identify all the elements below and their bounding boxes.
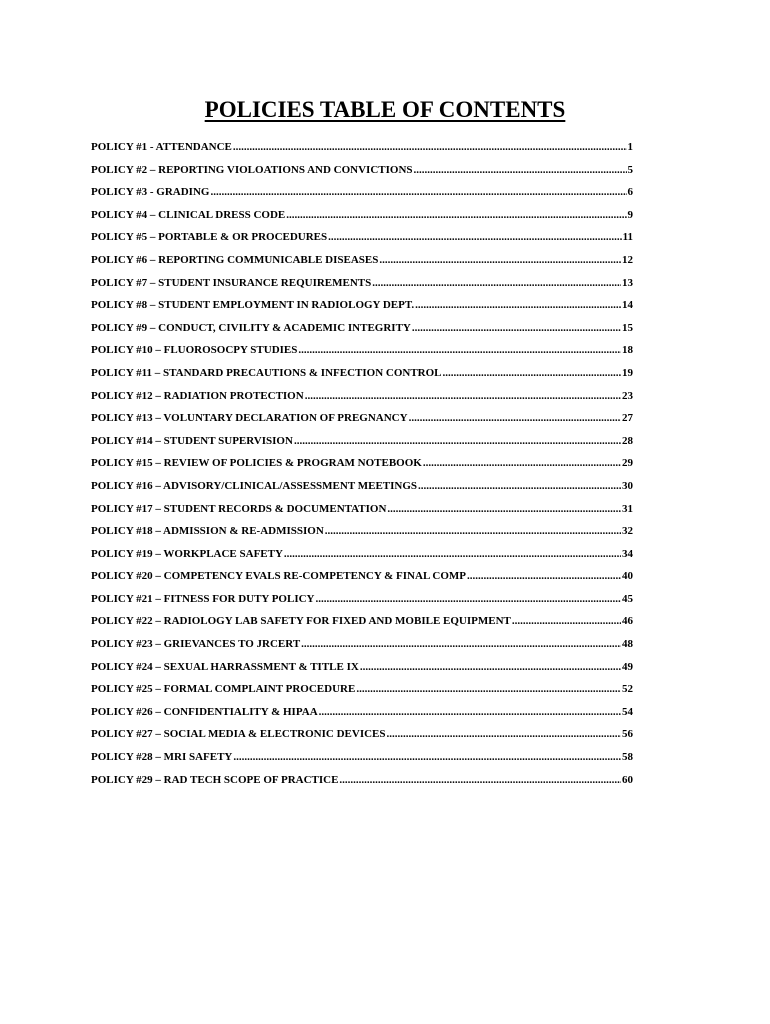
dot-leader — [512, 610, 621, 633]
toc-entry-label: POLICY #12 – RADIATION PROTECTION — [91, 389, 304, 402]
dot-leader — [233, 746, 621, 769]
toc-entry-label: POLICY #6 – REPORTING COMMUNICABLE DISEASES — [91, 253, 379, 266]
toc-entry-page-number: 46 — [622, 615, 633, 628]
dot-leader — [328, 226, 621, 249]
toc-entry-label: POLICY #20 – COMPETENCY EVALS RE-COMPETENCY & FINAL COMP — [91, 570, 467, 583]
toc-entry-label: POLICY #25 – FORMAL COMPLAINT PROCEDURE — [91, 683, 356, 696]
toc-entry[interactable] — [91, 543, 633, 566]
toc-entry[interactable] — [91, 701, 633, 724]
toc-entry[interactable] — [91, 746, 633, 769]
toc-entry-page-number: 58 — [622, 751, 633, 764]
dot-leader — [418, 475, 621, 498]
dot-leader — [339, 769, 621, 792]
toc-entry[interactable] — [91, 339, 633, 362]
toc-entry[interactable] — [91, 204, 633, 227]
toc-entry[interactable] — [91, 407, 633, 430]
toc-entry[interactable] — [91, 181, 633, 204]
toc-entry-label: POLICY #9 – CONDUCT, CIVILITY & ACADEMIC INTEGRITY — [91, 321, 411, 334]
toc-entry-page-number: 9 — [627, 208, 633, 221]
toc-entry[interactable] — [91, 385, 633, 408]
toc-list — [91, 136, 633, 791]
toc-entry-page-number: 54 — [622, 705, 633, 718]
page-title: POLICIES TABLE OF CONTENTS — [204, 97, 566, 122]
toc-entry[interactable] — [91, 633, 633, 656]
toc-entry[interactable] — [91, 430, 633, 453]
dot-leader — [305, 385, 621, 408]
toc-entry[interactable] — [91, 769, 633, 792]
toc-entry[interactable] — [91, 610, 633, 633]
dot-leader — [298, 339, 621, 362]
toc-entry[interactable] — [91, 723, 633, 746]
dot-leader — [443, 362, 621, 385]
toc-entry-page-number: 40 — [622, 570, 633, 583]
dot-leader — [325, 520, 621, 543]
dot-leader — [415, 294, 621, 317]
dot-leader — [372, 272, 621, 295]
toc-entry[interactable] — [91, 272, 633, 295]
dot-leader — [356, 678, 621, 701]
dot-leader — [294, 430, 621, 453]
toc-entry-page-number: 11 — [622, 231, 633, 244]
toc-entry-label: POLICY #26 – CONFIDENTIALITY & HIPAA — [91, 705, 318, 718]
toc-entry-label: POLICY #28 – MRI SAFETY — [91, 751, 233, 764]
toc-entry[interactable] — [91, 565, 633, 588]
toc-entry-label: POLICY #7 – STUDENT INSURANCE REQUIREMENTS — [91, 276, 372, 289]
toc-entry-label: POLICY #3 - GRADING — [91, 186, 210, 199]
dot-leader — [284, 543, 621, 566]
dot-leader — [316, 588, 622, 611]
toc-entry[interactable] — [91, 136, 633, 159]
toc-entry-page-number: 5 — [627, 163, 633, 176]
toc-entry-label: POLICY #4 – CLINICAL DRESS CODE — [91, 208, 286, 221]
toc-entry-label: POLICY #15 – REVIEW OF POLICIES & PROGRAM NOTEBOOK — [91, 457, 422, 470]
dot-leader — [233, 136, 627, 159]
dot-leader — [319, 701, 621, 724]
toc-entry-page-number: 32 — [622, 525, 633, 538]
toc-entry-label: POLICY #16 – ADVISORY/CLINICAL/ASSESSMENT MEETINGS — [91, 479, 418, 492]
toc-entry-page-number: 29 — [622, 457, 633, 470]
toc-entry-page-number: 15 — [622, 321, 633, 334]
dot-leader — [387, 723, 621, 746]
dot-leader — [379, 249, 621, 272]
toc-entry-label: POLICY #23 – GRIEVANCES TO JRCERT — [91, 638, 301, 651]
toc-entry-page-number: 1 — [627, 141, 633, 153]
toc-entry-label: POLICY #29 – RAD TECH SCOPE OF PRACTICE — [91, 773, 339, 786]
toc-entry-page-number: 56 — [622, 728, 633, 741]
toc-entry[interactable] — [91, 317, 633, 340]
toc-entry-page-number: 28 — [622, 434, 633, 447]
toc-entry-page-number: 52 — [622, 683, 633, 696]
toc-entry-label: POLICY #5 – PORTABLE & OR PROCEDURES — [91, 231, 328, 244]
dot-leader — [412, 317, 621, 340]
toc-entry-label: POLICY #21 – FITNESS FOR DUTY POLICY — [91, 592, 315, 605]
toc-entry-page-number: 60 — [622, 773, 633, 786]
toc-entry-page-number: 19 — [622, 366, 633, 379]
toc-entry-label: POLICY #24 – SEXUAL HARRASSMENT & TITLE IX — [91, 660, 359, 673]
toc-entry[interactable] — [91, 520, 633, 543]
toc-entry-label: POLICY #11 – STANDARD PRECAUTIONS & INFECTION CONTROL — [91, 366, 442, 379]
toc-entry[interactable] — [91, 678, 633, 701]
toc-entry[interactable] — [91, 588, 633, 611]
toc-entry-page-number: 13 — [622, 276, 633, 289]
toc-entry-page-number: 23 — [622, 389, 633, 402]
toc-entry[interactable] — [91, 475, 633, 498]
toc-entry[interactable] — [91, 452, 633, 475]
toc-entry-page-number: 14 — [622, 299, 633, 312]
toc-entry-label: POLICY #1 - ATTENDANCE — [91, 141, 232, 153]
toc-entry-label: POLICY #17 – STUDENT RECORDS & DOCUMENTATION — [91, 502, 387, 515]
toc-entry[interactable] — [91, 159, 633, 182]
dot-leader — [409, 407, 621, 430]
toc-entry[interactable] — [91, 656, 633, 679]
toc-entry-page-number: 48 — [622, 638, 633, 651]
toc-entry-label: POLICY #18 – ADMISSION & RE-ADMISSION — [91, 525, 324, 538]
toc-entry-page-number: 6 — [627, 186, 633, 199]
toc-entry[interactable] — [91, 294, 633, 317]
toc-entry-label: POLICY #22 – RADIOLOGY LAB SAFETY FOR FIXED AND MOBILE EQUIPMENT — [91, 615, 511, 628]
toc-entry-page-number: 12 — [622, 253, 633, 266]
dot-leader — [360, 656, 621, 679]
toc-entry-label: POLICY #2 – REPORTING VIOLOATIONS AND CONVICTIONS — [91, 163, 413, 176]
dot-leader — [414, 159, 627, 182]
toc-entry[interactable] — [91, 498, 633, 521]
toc-entry[interactable] — [91, 362, 633, 385]
dot-leader — [467, 565, 621, 588]
toc-entry-page-number: 27 — [622, 412, 633, 425]
toc-entry-page-number: 34 — [622, 547, 633, 560]
toc-entry-label: POLICY #27 – SOCIAL MEDIA & ELECTRONIC DEVICES — [91, 728, 386, 741]
toc-entry-label: POLICY #13 – VOLUNTARY DECLARATION OF PREGNANCY — [91, 412, 408, 425]
toc-entry[interactable] — [91, 226, 633, 249]
toc-entry-page-number: 31 — [622, 502, 633, 515]
dot-leader — [286, 204, 626, 227]
toc-entry-page-number: 45 — [622, 592, 633, 605]
dot-leader — [301, 633, 621, 656]
toc-entry-page-number: 18 — [622, 344, 633, 357]
toc-entry-label: POLICY #14 – STUDENT SUPERVISION — [91, 434, 293, 447]
toc-entry-page-number: 49 — [622, 660, 633, 673]
dot-leader — [387, 498, 621, 521]
toc-entry-label: POLICY #19 – WORKPLACE SAFETY — [91, 547, 283, 560]
toc-entry-page-number: 30 — [622, 479, 633, 492]
toc-entry-label: POLICY #8 – STUDENT EMPLOYMENT IN RADIOLOGY DEPT. — [91, 299, 415, 312]
dot-leader — [210, 181, 626, 204]
toc-entry-label: POLICY #10 – FLUOROSOCPY STUDIES — [91, 344, 298, 357]
toc-entry[interactable] — [91, 249, 633, 272]
dot-leader — [423, 452, 621, 475]
